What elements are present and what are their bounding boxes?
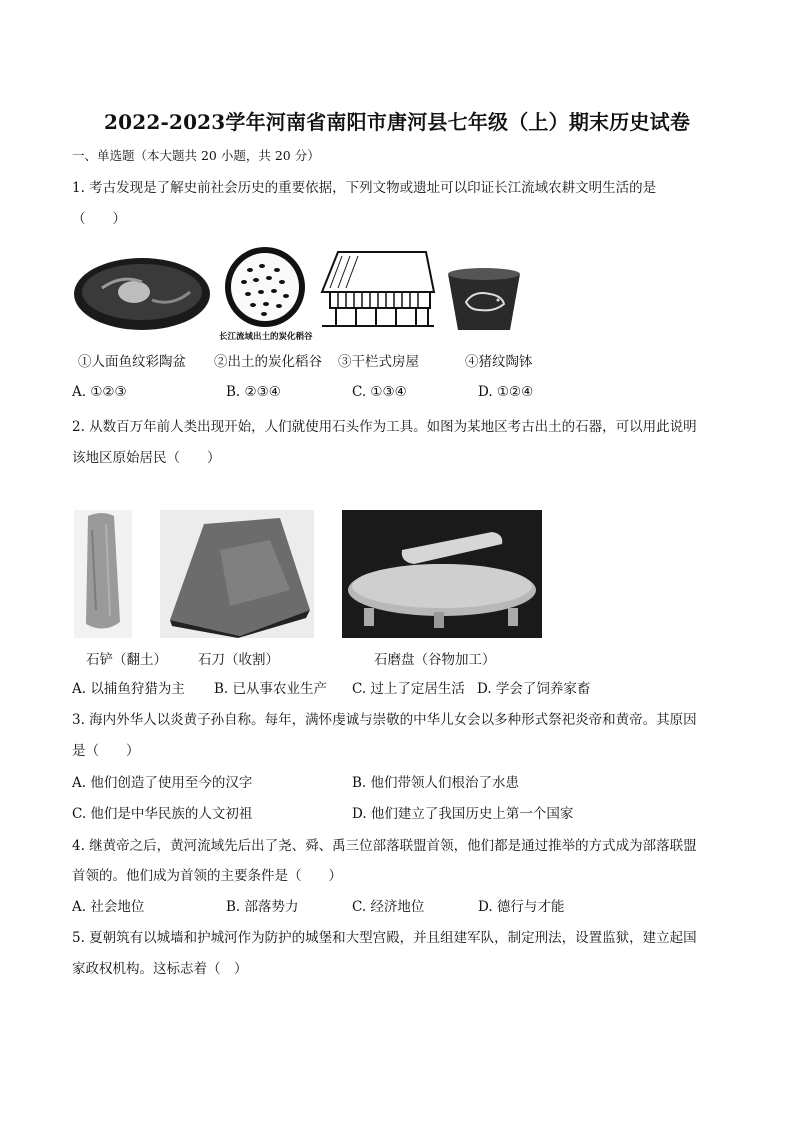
q5-stem-line2: 家政权机构。这标志着（ ）	[72, 961, 248, 977]
q2-caption-1: 石铲（翻土）	[86, 652, 167, 668]
q4-option-a[interactable]: A. 社会地位	[72, 899, 145, 915]
rice-inset-caption: 长江流域出土的炭化稻谷	[219, 332, 313, 342]
q1-option-b[interactable]: B. ②③④	[226, 384, 281, 400]
q3-option-b[interactable]: B. 他们带领人们根治了水患	[352, 775, 520, 791]
q1-option-c[interactable]: C. ①③④	[352, 384, 407, 400]
fish-face-basin-image	[72, 252, 212, 332]
stilt-house-image	[316, 244, 436, 330]
q1-option-a[interactable]: A. ①②③	[72, 384, 127, 400]
q3-option-d[interactable]: D. 他们建立了我国历史上第一个国家	[352, 806, 574, 822]
q4-stem-line2: 首领的。他们成为首领的主要条件是（ ）	[72, 868, 342, 884]
q2-option-b[interactable]: B. 已从事农业生产	[214, 681, 328, 697]
q4-option-d[interactable]: D. 德行与才能	[478, 899, 565, 915]
q2-caption-3: 石磨盘（谷物加工）	[374, 652, 496, 668]
q3-option-a[interactable]: A. 他们创造了使用至今的汉字	[72, 775, 253, 791]
carbonized-rice-image	[222, 244, 308, 342]
stone-shovel-image	[74, 510, 132, 638]
q4-stem-line1: 4. 继黄帝之后，黄河流域先后出了尧、舜、禹三位部落联盟首领，他们都是通过推举的方式成为部落联盟	[72, 838, 697, 854]
q2-stem-line1: 2. 从数百万年前人类出现开始，人们就使用石头作为工具。如图为某地区考古出土的石器，可以用此说明	[72, 419, 697, 435]
q1-caption-2: ②出土的炭化稻谷	[214, 354, 322, 370]
q1-stem-line2: （ ）	[72, 211, 126, 227]
exam-title: 2022-2023学年河南省南阳市唐河县七年级（上）期末历史试卷	[103, 110, 691, 134]
q3-stem-line2: 是（ ）	[72, 743, 140, 759]
q2-caption-2: 石刀（收割）	[198, 652, 279, 668]
q2-option-a[interactable]: A. 以捕鱼狩猎为主	[72, 681, 185, 697]
q1-option-d[interactable]: D. ①②④	[478, 384, 534, 400]
q3-option-c[interactable]: C. 他们是中华民族的人文初祖	[72, 806, 253, 822]
q2-option-c[interactable]: C. 过上了定居生活	[352, 681, 465, 697]
q4-option-b[interactable]: B. 部落势力	[226, 899, 299, 915]
section-heading: 一、单选题（本大题共 20 小题，共 20 分）	[72, 148, 320, 163]
q1-caption-3: ③干栏式房屋	[338, 354, 419, 370]
q2-option-d[interactable]: D. 学会了饲养家畜	[477, 681, 591, 697]
grinding-slab-image	[342, 510, 542, 638]
q2-stem-line2: 该地区原始居民（ ）	[72, 450, 221, 466]
q1-stem-line1: 1. 考古发现是了解史前社会历史的重要依据，下列文物或遗址可以印证长江流域农耕文明生活的是	[72, 180, 657, 196]
stone-knife-image	[160, 510, 314, 638]
q1-caption-4: ④猪纹陶钵	[465, 354, 533, 370]
q4-option-c[interactable]: C. 经济地位	[352, 899, 425, 915]
q3-stem-line1: 3. 海内外华人以炎黄子孙自称。每年，满怀虔诚与崇敬的中华儿女会以多种形式祭祀炎帝和黄帝。其原因	[72, 712, 697, 728]
q5-stem-line1: 5. 夏朝筑有以城墙和护城河作为防护的城堡和大型宫殿，并且组建军队，制定刑法，设置监狱，建立起国	[72, 930, 697, 946]
pig-pattern-bowl-image	[446, 266, 522, 334]
q1-caption-1: ①人面鱼纹彩陶盆	[78, 354, 186, 370]
